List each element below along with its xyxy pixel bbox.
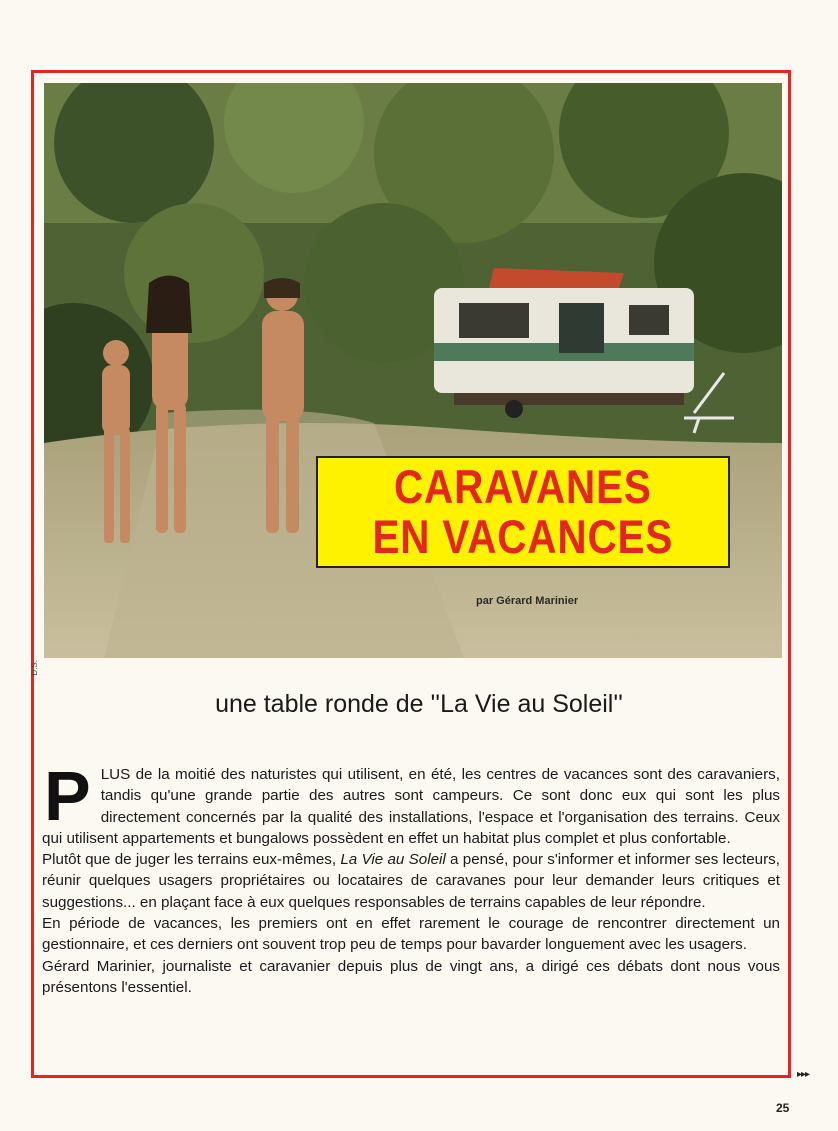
campsite-photo — [44, 83, 782, 658]
caravan-shape — [434, 268, 694, 418]
paragraph-3: En période de vacances, les premiers ont en effet rarement le courage de rencontrer directement un gestionnaire, et ces derniers ont souvent trop peu de temps pour bavarder longuement avec les usagers. — [42, 915, 780, 954]
dropcap: P — [44, 757, 91, 835]
article-body — [42, 757, 780, 998]
subtitle: une table ronde de ''La Vie au Soleil'' — [215, 690, 623, 718]
continue-arrows-icon: ▸▸▸ — [797, 1069, 810, 1080]
byline: par Gérard Marinier — [476, 595, 579, 607]
title-box — [316, 456, 730, 568]
paragraph-1: LUS de la moitié des naturistes qui utilisent, en été, les centres de vacances sont des caravaniers, tandis qu'une grande partie des autres sont campeurs. Ce sont donc eux qui sont les plus directement concernés par la qualité des installations, l'espace et l'organisation des terrains. Ceux qui utilisent appartements et bungalows possèdent en effet un habitat plus complet et plus confortable. — [42, 766, 780, 847]
page-number: 25 — [776, 1101, 790, 1115]
photo-illustration — [44, 83, 782, 658]
photo-credit: D.S. — [30, 660, 39, 676]
title-line-2: EN VACANCES — [372, 510, 674, 563]
title-line-1: CARAVANES — [394, 460, 652, 513]
paragraph-2 — [42, 849, 780, 913]
paragraph-2-start: Plutôt que de juger les terrains eux-mêmes, — [42, 851, 341, 869]
paragraph-2-end: a pensé, pour s'informer et informer ses lecteurs, réunir quelques usagers propriétaires ou locataires de caravanes pour leur demander leurs critiques et suggestions... en plaçant face à eux quelques responsables de terrains capables de leur répondre. — [42, 851, 780, 911]
paragraph-4: Gérard Marinier, journaliste et caravanier depuis plus de vingt ans, a dirigé ces débats dont nous vous présentons l'essentiel. — [42, 957, 780, 996]
magazine-name: La Vie au Soleil — [340, 851, 446, 869]
